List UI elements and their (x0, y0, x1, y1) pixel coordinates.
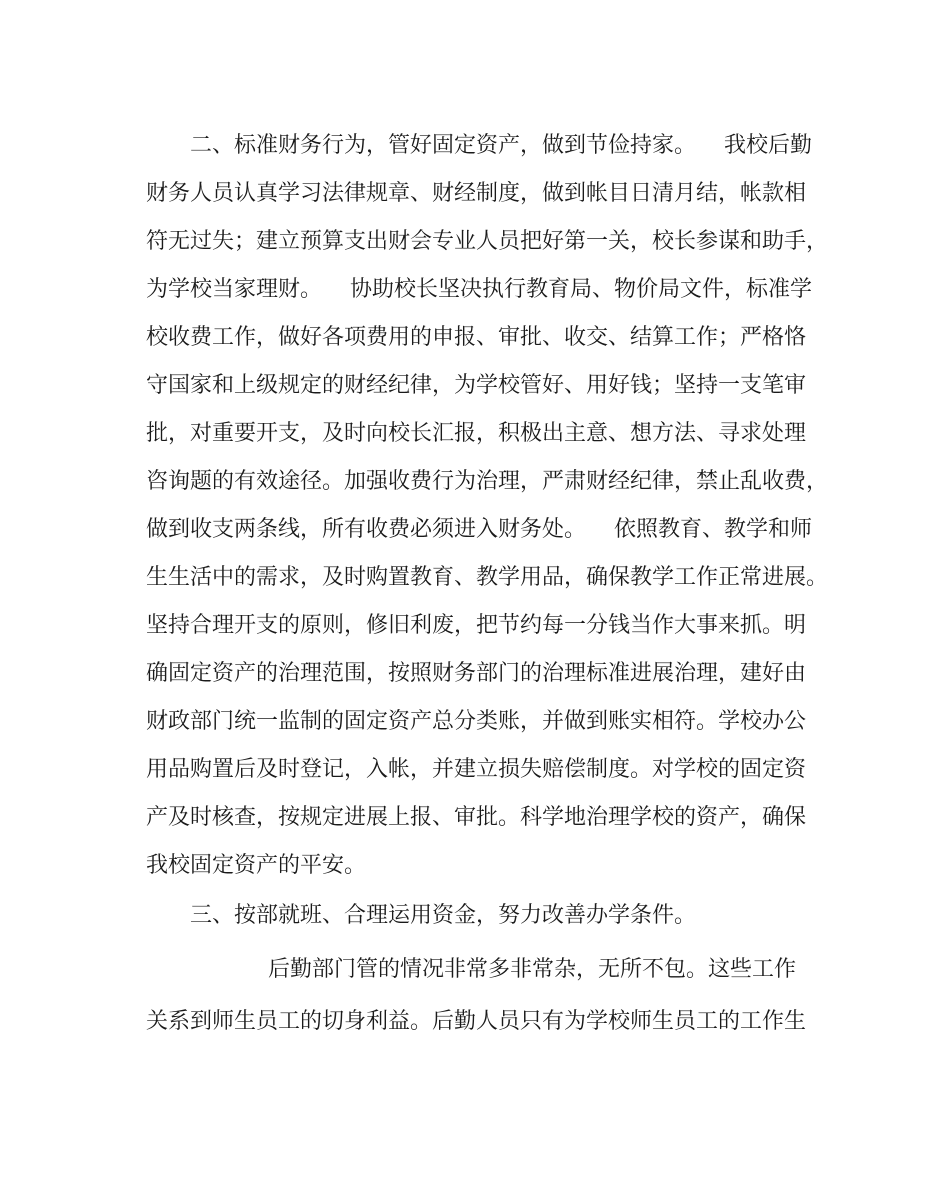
paragraph-line: 守国家和上级规定的财经纪律，为学校管好、用好钱；坚持一支笔审 (146, 373, 807, 398)
paragraph-line: 财政部门统一监制的固定资产总分类账，并做到账实相符。学校办公 (146, 709, 807, 734)
paragraph-line: 做到收支两条线，所有收费必须进入财务处。 依照教育、教学和师 (146, 517, 812, 542)
paragraph-line: 财务人员认真学习法律规章、财经制度，做到帐目日清月结，帐款相 (146, 181, 807, 206)
paragraph-line: 后勤部门管的情况非常多非常杂，无所不包。这些工作 (268, 957, 797, 982)
paragraph-line: 产及时核查，按规定进展上报、审批。科学地治理学校的资产，确保 (146, 805, 807, 830)
paragraph-line: 生生活中的需求，及时购置教育、教学用品，确保教学工作正常进展。 (146, 565, 829, 590)
paragraph-line: 关系到师生员工的切身利益。后勤人员只有为学校师生员工的工作生 (146, 1009, 807, 1034)
paragraph-line: 确固定资产的治理范围，按照财务部门的治理标准进展治理，建好由 (146, 661, 807, 686)
paragraph-line: 为学校当家理财。 协助校长坚决执行教育局、物价局文件，标准学 (146, 277, 812, 302)
paragraph-line: 咨询题的有效途径。加强收费行为治理，严肃财经纪律，禁止乱收费， (146, 469, 829, 494)
paragraph-line: 我校固定资产的平安。 (146, 853, 367, 878)
paragraph-line: 坚持合理开支的原则，修旧利废，把节约每一分钱当作大事来抓。明 (146, 613, 807, 638)
paragraph-line: 用品购置后及时登记，入帐，并建立损失赔偿制度。对学校的固定资 (146, 757, 807, 782)
paragraph-line: 符无过失；建立预算支出财会专业人员把好第一关，校长参谋和助手， (146, 229, 829, 254)
paragraph-line: 校收费工作，做好各项费用的申报、审批、收交、结算工作；严格恪 (146, 325, 807, 350)
paragraph-line: 二、标准财务行为，管好固定资产，做到节俭持家。 我校后勤 (190, 133, 812, 158)
paragraph-line: 批，对重要开支，及时向校长汇报，积极出主意、想方法、寻求处理 (146, 421, 807, 446)
section-heading: 三、按部就班、合理运用资金，努力改善办学条件。 (190, 903, 697, 928)
